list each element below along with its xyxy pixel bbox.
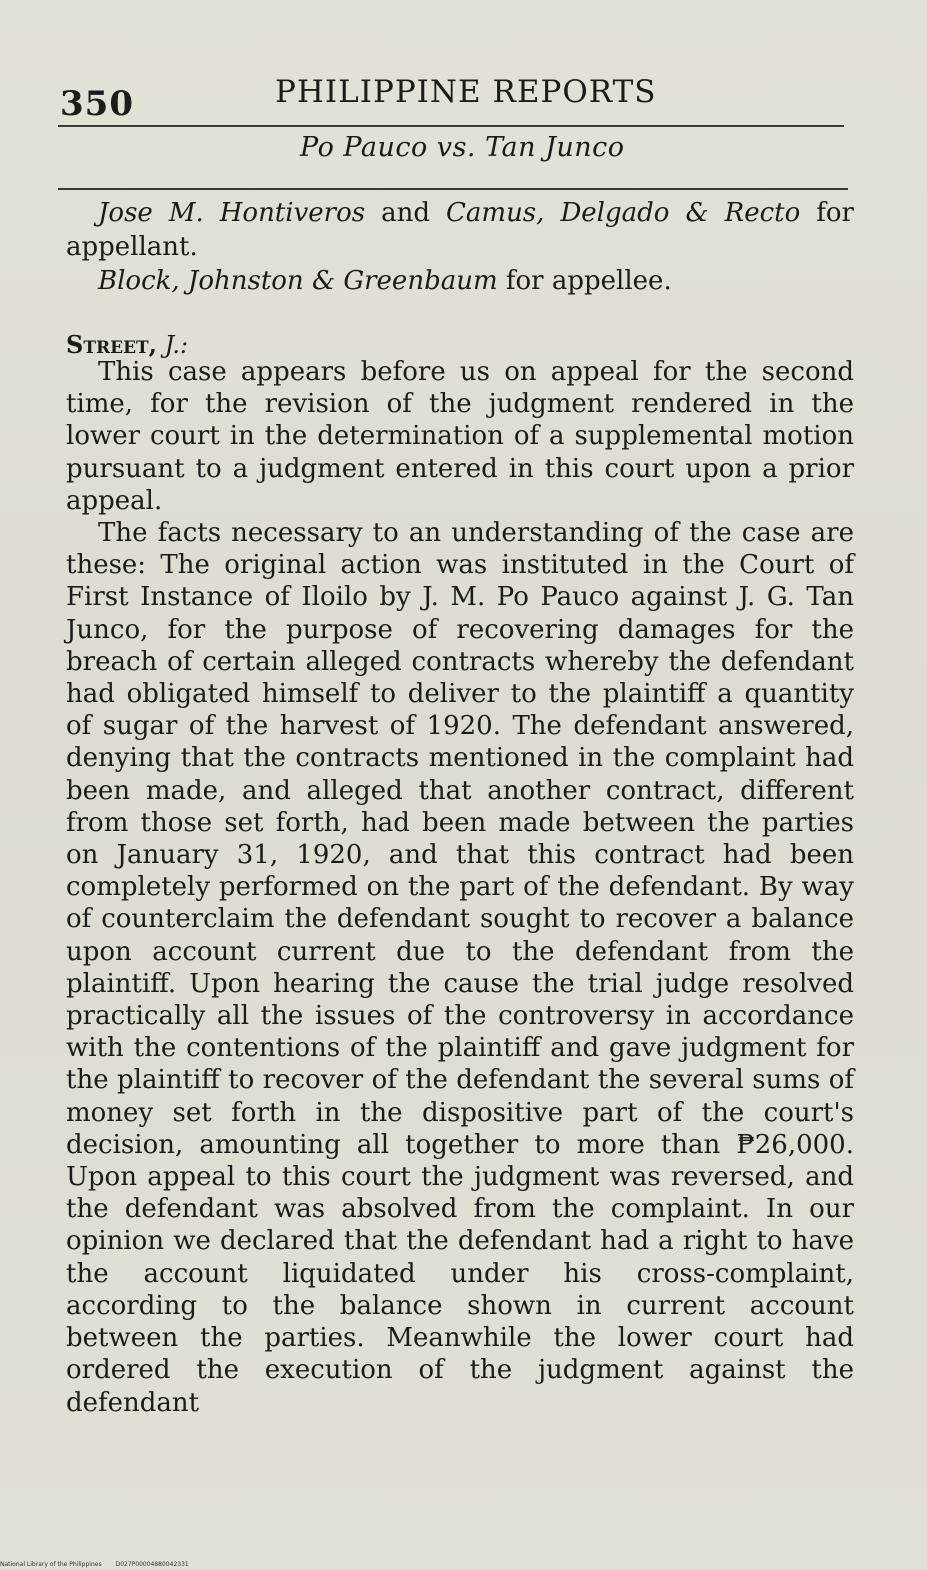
- counsel-appellee: [66, 264, 854, 298]
- opinion-author: [66, 330, 188, 359]
- header-rule-bottom: [58, 188, 848, 190]
- footer-code: D027P00004880042331: [115, 1561, 189, 1568]
- opinion-paragraph-1: This case appears before us on appeal for the second time, for the revision of the judgment rendered in the lower court in the determination of a supplemental motion pursuant to a judgment entered in this court upon a prior appeal.: [66, 357, 854, 516]
- author-title: J.:: [157, 331, 189, 359]
- author-name: Street,: [66, 330, 158, 359]
- appellant-counsel-1: Jose M. Hontiveros: [98, 198, 366, 228]
- counsel-block: [66, 196, 854, 298]
- case-title: Po Pauco vs. Tan Junco: [300, 132, 625, 163]
- opinion-paragraph-2: The facts necessary to an understanding of the case are these: The original action was instituted in the Court of First Instance of Iloilo by J. M. Po Pauco against J. G. Tan Junco, for the purpose of recovering damages for the breach of certain alleged contracts whereby the defendant had obligated himself to deliver to the plaintiff a quantity of sugar of the harvest of 1920. The defendant answered, denying that the contracts mentioned in the complaint had been made, and alleged that another contract, different from those set forth, had been made between the parties on January 31, 1920, and that this contract had been completely performed on the part of the defendant. By way of counterclaim the defendant sought to recover a balance upon account current due to the defendant from the plaintiff. Upon hearing the cause the trial judge resolved practically all the issues of the controversy in accordance with the contentions of the plaintiff and gave judgment for the plaintiff to recover of the defendant the several sums of money set forth in the dispositive part of the court's decision, amounting all together to more than ₱26,000. Upon appeal to this court the judgment was reversed, and the defendant was absolved from the complaint. In our opinion we declared that the defendant had a right to have the account liquidated under his cross-complaint, according to the balance shown in current account between the parties. Meanwhile the lower court had ordered the execution of the judgment against the defendant: [66, 518, 854, 1418]
- appellee-suffix: for appellee.: [497, 266, 672, 296]
- counsel-conjunction: and: [365, 198, 447, 228]
- running-head: PHILIPPINE REPORTS: [275, 74, 657, 110]
- page-number: 350: [60, 84, 134, 124]
- counsel-appellant: [66, 196, 854, 264]
- appellant-counsel-2: Camus, Delgado & Recto: [446, 198, 801, 228]
- footer-library: National Library of the Philippines: [0, 1561, 102, 1568]
- header-rule-top: [58, 125, 844, 127]
- appellee-counsel: Block, Johnston & Greenbaum: [98, 266, 498, 296]
- opinion-body: [66, 356, 854, 1419]
- appellant-suffix: for appellant.: [66, 198, 854, 262]
- scan-footer: [0, 1561, 203, 1568]
